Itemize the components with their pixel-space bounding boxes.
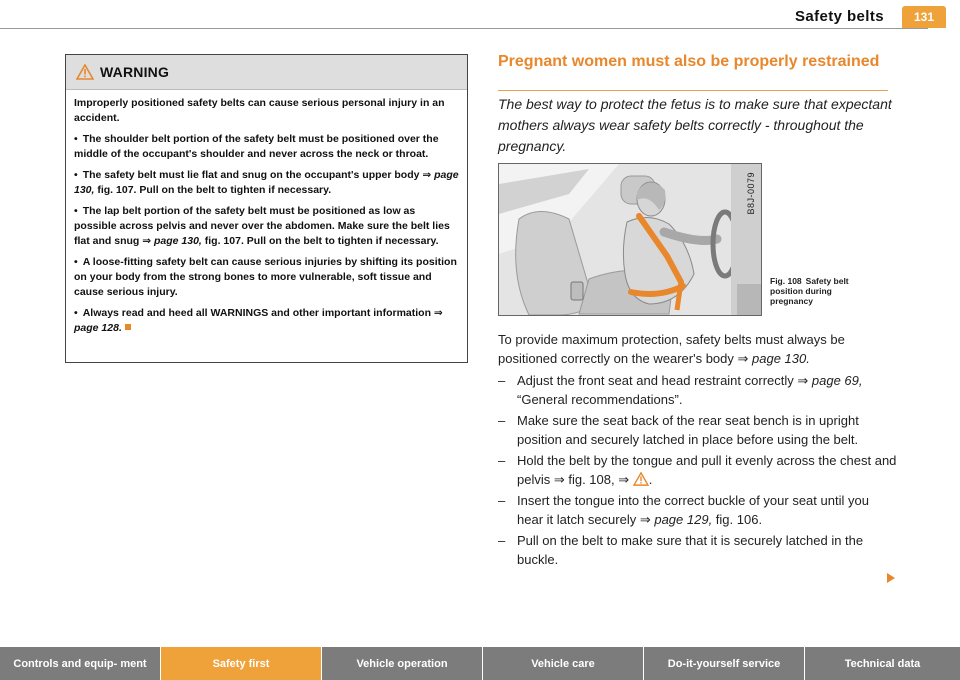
warning-title: WARNING	[100, 64, 170, 80]
tab-vehicle-operation[interactable]: Vehicle operation	[322, 647, 483, 680]
page-reference-link[interactable]: page 130,	[74, 169, 459, 196]
section-heading: Pregnant women must also be properly restrained	[498, 53, 880, 70]
page-reference-link[interactable]: page 130,	[153, 235, 202, 247]
section-title: Safety belts	[795, 8, 884, 25]
list-item: – Pull on the belt to make sure that it is securely latched in the buckle.	[498, 533, 864, 567]
warning-bullet: • The safety belt must lie flat and snug on the occupant's upper body ⇒ page 130, fig. 107. Pull on the belt to tighten if necessary.	[74, 169, 459, 196]
warning-header	[66, 55, 467, 90]
chapter-nav	[0, 647, 960, 680]
figure-illustration	[498, 163, 762, 316]
tab-diy-service[interactable]: Do-it-yourself service	[644, 647, 805, 680]
header-rule	[0, 28, 928, 29]
warning-paragraph: Improperly positioned safety belts can cause serious personal injury in an accident.	[74, 97, 445, 124]
warning-triangle-icon	[76, 64, 94, 80]
page-reference-link[interactable]: page 128.	[74, 322, 122, 334]
list-item: – Make sure the seat back of the rear seat bench is in upright position and securely latched in place before using the belt.	[498, 413, 859, 447]
figure-caption	[770, 276, 860, 306]
warning-body	[66, 90, 467, 336]
warning-triangle-icon	[633, 472, 649, 486]
page-reference-link[interactable]: page 129,	[654, 512, 713, 527]
figure-code: B8J-0079	[746, 172, 756, 215]
end-of-section-icon	[125, 324, 131, 330]
warning-bullet: • A loose-fitting safety belt can cause serious injuries by shifting its position on your body from the strong bones to more vulnerable, soft tissue and cause serious injury.	[74, 256, 457, 298]
list-item: – Adjust the front seat and head restraint correctly ⇒ page 69, “General recommendations”.	[498, 373, 863, 407]
tab-technical-data[interactable]: Technical data	[805, 647, 960, 680]
warning-box	[65, 54, 468, 363]
list-item: – Hold the belt by the tongue and pull it evenly across the chest and pelvis ⇒ fig. 108, ⇒ .	[498, 453, 897, 487]
tab-controls-equipment[interactable]: Controls and equip- ment	[0, 647, 161, 680]
page-number: 131	[902, 6, 946, 28]
figure-caption-text: Safety belt position during pregnancy	[770, 276, 849, 306]
tab-vehicle-care[interactable]: Vehicle care	[483, 647, 644, 680]
continue-arrow-icon	[886, 572, 896, 584]
tab-safety-first[interactable]: Safety first	[161, 647, 322, 680]
page-reference-link[interactable]: page 69,	[811, 373, 863, 388]
body-paragraph: To provide maximum protection, safety belts must always be positioned correctly on the wearer's body ⇒ page 130.	[498, 332, 845, 366]
heading-rule	[498, 90, 888, 91]
figure-caption-label: Fig. 108	[770, 276, 802, 286]
page-reference-link[interactable]: page 130.	[752, 351, 810, 366]
list-item: – Insert the tongue into the correct buckle of your seat until you hear it latch securely ⇒ page 129, fig. 106.	[498, 493, 869, 527]
warning-bullet: • The shoulder belt portion of the safety belt must be positioned over the middle of the occupant's shoulder and never across the neck or throat.	[74, 133, 439, 160]
warning-bullet: • The lap belt portion of the safety belt must be positioned as low as possible across pelvis and never over the abdomen. Make sure the belt lies flat and snug ⇒ page 130, fig. 107. Pull on the belt to tighten if necessary.	[74, 205, 450, 247]
pregnant-driver-illustration	[499, 164, 761, 315]
steps-list	[498, 371, 898, 571]
section-intro: The best way to protect the fetus is to make sure that expectant mothers always wear safety belts correctly - throughout the pregnancy.	[498, 96, 892, 154]
warning-bullet: • Always read and heed all WARNINGS and other important information ⇒ page 128.	[74, 307, 443, 334]
